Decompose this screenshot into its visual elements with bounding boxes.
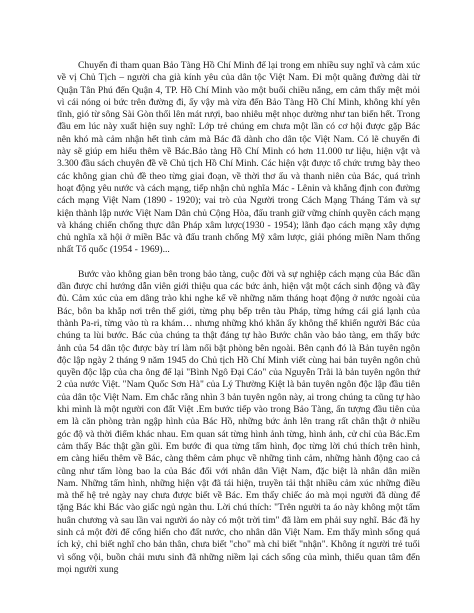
document-page	[57, 60, 420, 588]
paragraph-museum-visit: Bước vào không gian bên trong bảo tàng, cuộc đời và sự nghiệp cách mạng của Bác dần dần được chỉ hướng dẫn viên giới thiệu qua các bức ảnh, hiện vật một cách sinh động và đầy đủ. Cảm xúc của em dâng trào khi nghe kể về những năm tháng hoạt động ở nước ngoài của Bác, bôn ba khắp nơi trên thế giới, từng phụ bếp trên tàu Pháp, từng hứng cái giá lạnh của thành Pa-ri, từng vào tù ra khám… nhưng những khó khăn ấy không thể khiến người Bác của chúng ta lùi bước. Bác của chúng ta thật đáng tự hào Bước chân vào bảo tàng, em thấy bức ảnh của 54 dân tộc được bày trí làm nổi bật phòng bên ngoài. Bên cạnh đó là Bản tuyên ngôn độc lập ngày 2 tháng 9 năm 1945 do Chủ tịch Hồ Chí Minh viết cùng hai bản tuyên ngôn chủ quyền độc lập của cha ông để lại "Bình Ngô Đại Cáo" của Nguyễn Trãi là bản tuyên ngôn thứ 2 của nước Việt. "Nam Quốc Sơn Hà" của Lý Thường Kiệt là bản tuyên ngôn độc lập đầu tiên của dân tộc Việt Nam. Em chắc rằng nhìn 3 bản tuyên ngôn này, ai trong chúng ta cũng tự hào khi mình là một người con đất Việt .Em bước tiếp vào trong Bảo Tàng, ấn tượng đầu tiên của em là căn phòng tràn ngập hình của Bác Hồ, những bức ảnh lên trang rất chân thật ở nhiều góc độ và thời điểm khác nhau. Em quan sát từng hình ảnh từng, hình ảnh, cử chỉ của Bác.Em cảm thấy Bác thật gần gũi. Em bước đi qua từng tấm hình, đọc từng lời chú thích trên hình, em càng hiểu thêm về Bác, càng thêm cảm phục về những tình cảm, những hành động cao cả cũng như tấm lòng bao la của Bác đối với nhân dân Việt Nam, đặc biệt là nhân dân miền Nam. Những tấm hình, những hiện vật đã tái hiện, truyền tải thật nhiều cảm xúc những điều mà thế hệ trẻ ngày nay chưa được biết về Bác. Em thấy chiếc áo mà mọi người đã dùng để tặng Bác khi Bác vào giấc ngủ ngàn thu. Lời chú thích: "Trên người ta áo này không một tấm huân chương và sau lần vai người áo này có một trời tim" đã làm em phải suy nghĩ. Bác đã hy sinh cả một đời để cống hiến cho đất nước, cho nhân dân Việt Nam. Em thấy mình sống quá ích kỷ, chỉ biết nghĩ cho bản thân, chưa biết "cho" mà chỉ biết "nhận". Không ít người trẻ tuổi vì sống vội, buồn chải mưu sinh đã những niềm lại cách sống của mình, thiếu quan tâm đến mọi người xung	[57, 268, 420, 575]
paragraph-museum-intro: Chuyến đi tham quan Bảo Tàng Hồ Chí Minh để lại trong em nhiều suy nghĩ và cảm xúc về vị Chủ Tịch – người cha già kính yêu của dân tộc Việt Nam. Đi một quãng đường dài từ Quận Tân Phú đến Quận 4, TP. Hồ Chí Minh vào một buổi chiều nắng, em cảm thấy mệt mỏi vì cái nóng oi bức trên đường đi, ấy vậy mà vừa đến Bảo Tàng Hồ Chí Minh, không khí yên tĩnh, gió từ sông Sài Gòn thổi lên mát rượi, bao nhiêu mệt nhọc dường như tan biến hết. Trong đầu em lúc này xuất hiện suy nghĩ: Lớp trẻ chúng em chưa một lần có cơ hội được gặp Bác nên khó mà cảm nhận hết tình cảm mà Bác đã dành cho dân tộc Việt Nam. Có lẽ chuyến đi này sẽ giúp em hiểu thêm về Bác.Bảo tàng Hồ Chí Minh có hơn 11.000 tư liệu, hiện vật và 3.300 đầu sách chuyên đề về Chủ tịch Hồ Chí Minh. Các hiện vật được tổ chức trưng bày theo các không gian chủ đề theo từng giai đoạn, về thời thơ ấu và thanh niên của Bác, quá trình hoạt động yêu nước và cách mạng, tiếp nhận chủ nghĩa Mác - Lênin và khẳng định con đường cách mạng Việt Nam (1890 - 1920); vai trò của Người trong Cách Mạng Tháng Tám và sự kiện thành lập nước Việt Nam Dân chủ Cộng Hòa, đấu tranh giữ vững chính quyền cách mạng và kháng chiến chống thực dân Pháp xâm lược(1930 - 1954); lãnh đạo cách mạng xây dựng chủ nghĩa xã hội ở miền Bắc và đấu tranh chống Mỹ xâm lược, giải phóng miền Nam thống nhất Tổ quốc (1954 - 1969)...	[57, 60, 420, 256]
